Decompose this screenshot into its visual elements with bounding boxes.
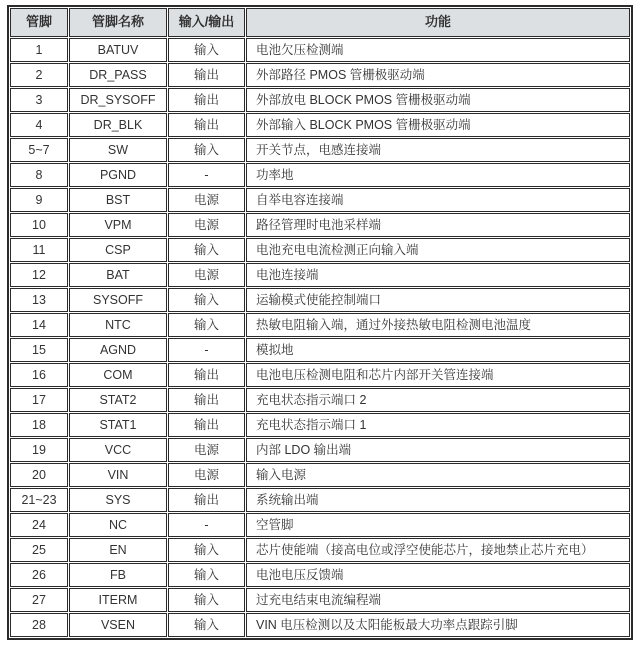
pin-name-cell: VIN [69, 463, 167, 487]
pin-cell: 16 [10, 363, 68, 387]
pin-name-cell: DR_PASS [69, 63, 167, 87]
function-cell: 模拟地 [246, 338, 630, 362]
io-cell: 电源 [168, 188, 245, 212]
pin-cell: 2 [10, 63, 68, 87]
function-cell: 系统输出端 [246, 488, 630, 512]
pin-cell: 19 [10, 438, 68, 462]
pin-cell: 12 [10, 263, 68, 287]
pin-cell: 13 [10, 288, 68, 312]
io-cell: 输出 [168, 488, 245, 512]
io-cell: 输出 [168, 88, 245, 112]
pin-cell: 3 [10, 88, 68, 112]
pin-cell: 18 [10, 413, 68, 437]
function-cell: 电池充电电流检测正向输入端 [246, 238, 630, 262]
table-row [10, 313, 630, 337]
io-cell: 输出 [168, 113, 245, 137]
table-row [10, 513, 630, 537]
io-cell: 电源 [168, 438, 245, 462]
io-cell: - [168, 163, 245, 187]
pin-cell: 26 [10, 563, 68, 587]
table-row [10, 213, 630, 237]
io-cell: 输入 [168, 38, 245, 62]
pin-cell: 27 [10, 588, 68, 612]
io-cell: - [168, 338, 245, 362]
pin-cell: 4 [10, 113, 68, 137]
pin-name-cell: DR_SYSOFF [69, 88, 167, 112]
pin-name-cell: DR_BLK [69, 113, 167, 137]
pin-cell: 10 [10, 213, 68, 237]
function-cell: 芯片使能端（接高电位或浮空使能芯片，接地禁止芯片充电） [246, 538, 630, 562]
pin-name-cell: STAT2 [69, 388, 167, 412]
pin-name-cell: VCC [69, 438, 167, 462]
io-cell: - [168, 513, 245, 537]
io-cell: 输出 [168, 388, 245, 412]
pin-cell: 1 [10, 38, 68, 62]
io-cell: 输入 [168, 588, 245, 612]
pin-name-cell: ITERM [69, 588, 167, 612]
io-cell: 输入 [168, 288, 245, 312]
function-cell: 充电状态指示端口 1 [246, 413, 630, 437]
pin-name-cell: SW [69, 138, 167, 162]
pin-name-cell: AGND [69, 338, 167, 362]
function-cell: 外部路径 PMOS 管栅极驱动端 [246, 63, 630, 87]
io-cell: 电源 [168, 263, 245, 287]
pin-name-cell: FB [69, 563, 167, 587]
table-row [10, 563, 630, 587]
pin-name-cell: EN [69, 538, 167, 562]
table-row [10, 163, 630, 187]
column-header-pin: 管脚 [10, 8, 68, 37]
column-header-io: 输入/输出 [168, 8, 245, 37]
io-cell: 输入 [168, 538, 245, 562]
table-row [10, 113, 630, 137]
pin-name-cell: STAT1 [69, 413, 167, 437]
column-header-function: 功能 [246, 8, 630, 37]
function-cell: 热敏电阻输入端，通过外接热敏电阻检测电池温度 [246, 313, 630, 337]
header-row [10, 8, 630, 37]
function-cell: 充电状态指示端口 2 [246, 388, 630, 412]
function-cell: 外部输入 BLOCK PMOS 管栅极驱动端 [246, 113, 630, 137]
function-cell: 开关节点，电感连接端 [246, 138, 630, 162]
pin-description-table [7, 5, 633, 640]
pin-name-cell: SYSOFF [69, 288, 167, 312]
pin-cell: 9 [10, 188, 68, 212]
io-cell: 输入 [168, 313, 245, 337]
function-cell: 电池电压反馈端 [246, 563, 630, 587]
table-row [10, 238, 630, 262]
function-cell: 输入电源 [246, 463, 630, 487]
pin-name-cell: PGND [69, 163, 167, 187]
pin-name-cell: BAT [69, 263, 167, 287]
pin-name-cell: SYS [69, 488, 167, 512]
table-row [10, 38, 630, 62]
function-cell: 外部放电 BLOCK PMOS 管栅极驱动端 [246, 88, 630, 112]
pin-name-cell: CSP [69, 238, 167, 262]
table-row [10, 363, 630, 387]
function-cell: 过充电结束电流编程端 [246, 588, 630, 612]
function-cell: 内部 LDO 输出端 [246, 438, 630, 462]
table-row [10, 188, 630, 212]
pin-cell: 8 [10, 163, 68, 187]
pin-cell: 25 [10, 538, 68, 562]
pin-cell: 11 [10, 238, 68, 262]
function-cell: 功率地 [246, 163, 630, 187]
table-row [10, 413, 630, 437]
pin-name-cell: BATUV [69, 38, 167, 62]
table-row [10, 588, 630, 612]
table-header [10, 8, 630, 37]
function-cell: 自举电容连接端 [246, 188, 630, 212]
pin-cell: 5~7 [10, 138, 68, 162]
table-row [10, 613, 630, 637]
table-row [10, 538, 630, 562]
io-cell: 输出 [168, 413, 245, 437]
pin-name-cell: COM [69, 363, 167, 387]
pin-cell: 28 [10, 613, 68, 637]
pin-cell: 14 [10, 313, 68, 337]
pin-name-cell: NC [69, 513, 167, 537]
table-row [10, 463, 630, 487]
pin-cell: 21~23 [10, 488, 68, 512]
table-row [10, 88, 630, 112]
function-cell: 电池连接端 [246, 263, 630, 287]
pin-name-cell: VSEN [69, 613, 167, 637]
pin-name-cell: VPM [69, 213, 167, 237]
io-cell: 输入 [168, 238, 245, 262]
table-body [10, 38, 630, 637]
function-cell: 空管脚 [246, 513, 630, 537]
table-row [10, 63, 630, 87]
pin-cell: 15 [10, 338, 68, 362]
function-cell: 电池电压检测电阻和芯片内部开关管连接端 [246, 363, 630, 387]
table-row [10, 338, 630, 362]
table-row [10, 138, 630, 162]
pin-name-cell: NTC [69, 313, 167, 337]
io-cell: 输入 [168, 563, 245, 587]
pin-cell: 24 [10, 513, 68, 537]
io-cell: 输出 [168, 63, 245, 87]
function-cell: VIN 电压检测以及太阳能板最大功率点跟踪引脚 [246, 613, 630, 637]
pin-cell: 17 [10, 388, 68, 412]
pin-name-cell: BST [69, 188, 167, 212]
function-cell: 运输模式使能控制端口 [246, 288, 630, 312]
table-row [10, 288, 630, 312]
table-row [10, 488, 630, 512]
io-cell: 输出 [168, 363, 245, 387]
function-cell: 路径管理时电池采样端 [246, 213, 630, 237]
pin-cell: 20 [10, 463, 68, 487]
function-cell: 电池欠压检测端 [246, 38, 630, 62]
io-cell: 输入 [168, 138, 245, 162]
table-row [10, 388, 630, 412]
table-row [10, 263, 630, 287]
io-cell: 输入 [168, 613, 245, 637]
io-cell: 电源 [168, 213, 245, 237]
column-header-pin-name: 管脚名称 [69, 8, 167, 37]
io-cell: 电源 [168, 463, 245, 487]
table-row [10, 438, 630, 462]
